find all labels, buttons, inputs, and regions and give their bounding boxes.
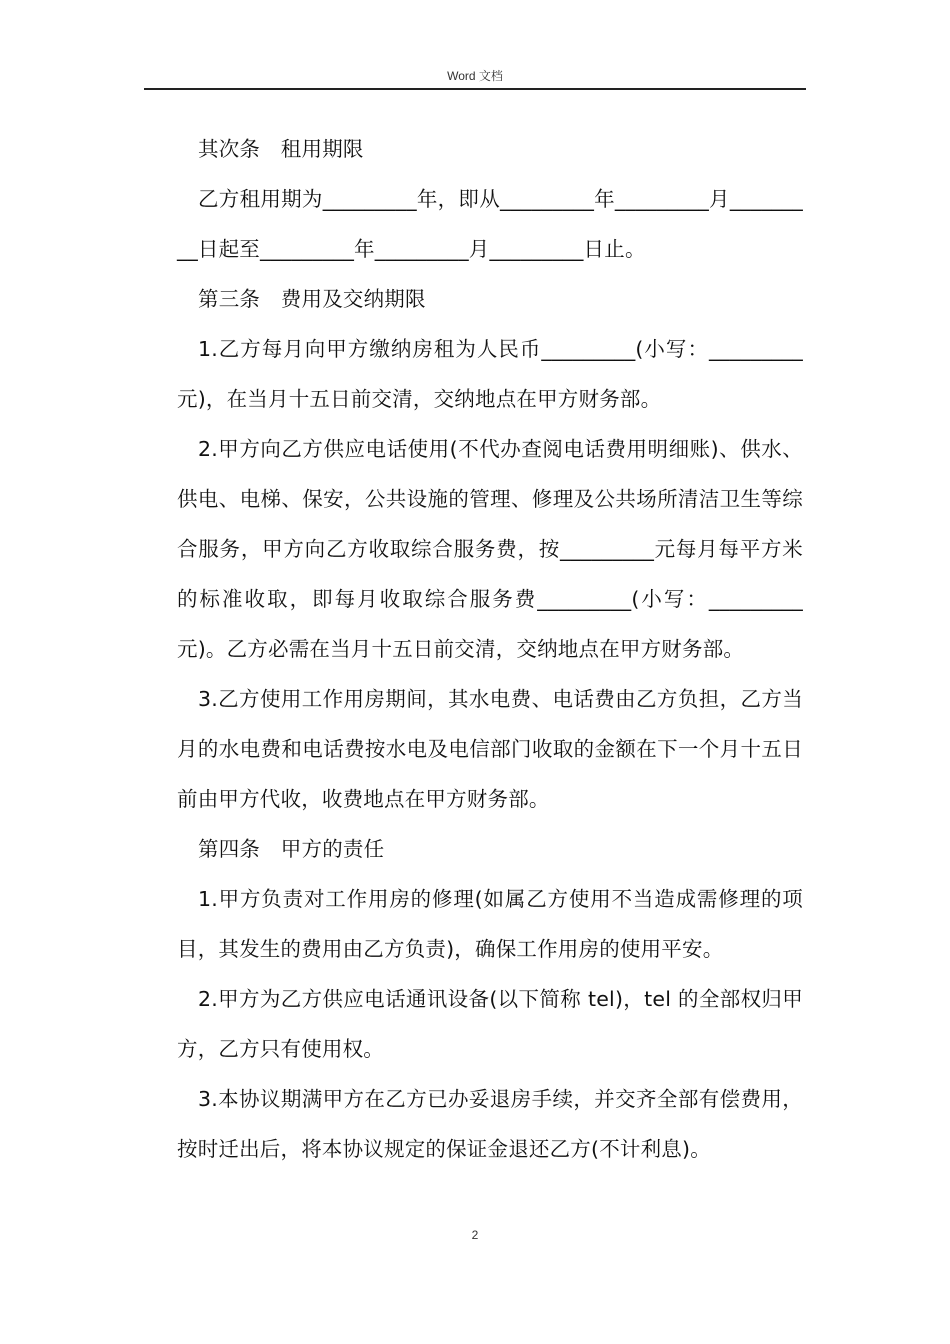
body-paragraph: 乙方租用期为_________年，即从_________年_________月_________日起至_________年_________月_________日止。 (177, 187, 803, 261)
section-heading: 第四条 甲方的责任 (198, 837, 385, 861)
header-title: Word 文档 (447, 69, 503, 83)
body-paragraph: 1.甲方负责对工作用房的修理(如属乙方使用不当造成需修理的项目，其发生的费用由乙方负责)，确保工作用房的使用平安。 (177, 887, 803, 961)
body-paragraph: 3.本协议期满甲方在乙方已办妥退房手续，并交齐全部有偿费用，按时迁出后，将本协议规定的保证金退还乙方(不计利息)。 (177, 1087, 803, 1161)
document-body (177, 124, 803, 1174)
body-paragraph: 1.乙方每月向甲方缴纳房租为人民币_________(小写：_________元)，在当月十五日前交清，交纳地点在甲方财务部。 (177, 337, 803, 411)
body-paragraph: 3.乙方使用工作用房期间，其水电费、电话费由乙方负担，乙方当月的水电费和电话费按水电及电信部门收取的金额在下一个月十五日前由甲方代收，收费地点在甲方财务部。 (177, 687, 803, 811)
body-paragraph: 2.甲方向乙方供应电话使用(不代办查阅电话费用明细账)、供水、供电、电梯、保安，公共设施的管理、修理及公共场所清洁卫生等综合服务，甲方向乙方收取综合服务费，按_________元每月每平方米的标准收取，即每月收取综合服务费_________(小写：_________元)。乙方必需在当月十五日前交清，交纳地点在甲方财务部。 (177, 437, 803, 661)
page-footer (0, 1228, 950, 1242)
body-paragraph: 2.甲方为乙方供应电话通讯设备(以下简称 tel)，tel 的全部权归甲方，乙方只有使用权。 (177, 987, 803, 1061)
page-header (144, 68, 806, 90)
section-heading: 第三条 费用及交纳期限 (198, 287, 426, 311)
page-number: 2 (471, 1228, 479, 1242)
section-heading: 其次条 租用期限 (198, 137, 364, 161)
